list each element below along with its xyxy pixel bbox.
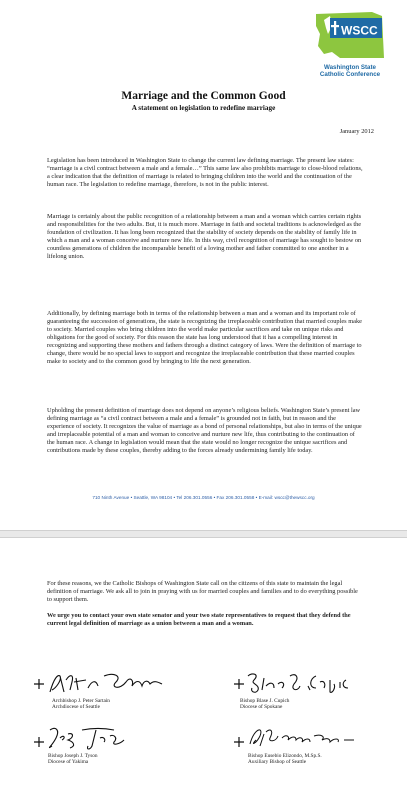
signatory-role: Archdiocese of Seattle: [52, 704, 100, 710]
wscc-logo: [300, 6, 400, 88]
handwritten-signature-sartain: [30, 670, 170, 696]
paragraph-call-to-citizens: For these reasons, we the Catholic Bishops of Washington State call on the citizens of this state to maintain the legal definition of marriage. We ask all to join in praying with us for married couples and families and to do everything possible to support them.: [47, 580, 358, 604]
paragraph-state-contribution: Additionally, by defining marriage both in terms of the relationship between a man and a woman and its important role of guaranteeing the succession of generations, the state is recognizing the irreplaceable contribution that married couples make to society. Married couples who bring children into the world make particular sacrifices and take on unique risks and obligations for the good of society. For this reason the state has long understood that it has a compelling interest in recognizing and supporting these mothers and fathers through a distinct category of laws. Were the definition of marriage to change, there would be no special laws to support and recognize the irreplaceable contribution that these married couples make to society and to the common good by bringing to life the next generation.: [47, 310, 362, 366]
signatory-name: Bishop Blase J. Cupich: [240, 698, 290, 704]
signatory-role: Diocese of Yakima: [48, 759, 89, 765]
signature-block-tyson: [30, 724, 160, 765]
org-name-line2: Catholic Conference: [319, 71, 381, 78]
signatory-role: Auxiliary Bishop of Seattle: [248, 759, 307, 765]
washington-state-map-logo-icon: [310, 6, 390, 64]
handwritten-signature-elizondo: [230, 724, 370, 752]
document-date: January 2012: [339, 128, 374, 135]
paragraph-marriage-recognition: Marriage is certainly about the public recognition of a relationship between a man and a woman which carries certain rights and responsibilities for the two adults. But, it is much more. Marriage in faith and societal traditions is acknowledged as the foundation of civilization. It has long been recognized that the stability of society depends on the stability of family life in which a man and a woman conceive and nurture new life. In this way, civil recognition of marriage has sought to bestow on countless generations of children the incomparable benefit of a loving mother and father committed to one another in a lifelong union.: [47, 213, 362, 261]
paragraph-religious-beliefs: Upholding the present definition of marriage does not depend on anyone’s religious beliefs. Washington State’s present law defining marriage as “a civil contract between a male and a female” is grounded not in faith, but in reason and the experience of society. It recognizes the value of marriage as a bond of personal relationships, but also in terms of the unique and irreplaceable potential of a man and woman to conceive and nurture new life, thus contributing to the continuation of the human race. A change in legislation would mean that the state would no longer recognize the unique sacrifices and contributions made by these couples, thereby adding to the forces already undermining family life today.: [47, 407, 362, 455]
signatory-name: Bishop Joseph J. Tyson: [48, 753, 98, 759]
handwritten-signature-tyson: [30, 724, 160, 752]
document-subtitle: A statement on legislation to redefine marriage: [131, 104, 276, 112]
document-title: Marriage and the Common Good: [121, 90, 286, 102]
footer-contact-line: 710 Ninth Avenue • Seattle, WA 98104 • Tel 206.301.0556 • Fax 206.301.0558 • E-mail: wscc@thewscc.org: [92, 495, 315, 500]
signature-block-sartain: [30, 670, 170, 710]
signatory-name: Bishop Eusebio Elizondo, M.Sp.S.: [248, 753, 322, 759]
paragraph-legislation: Legislation has been introduced in Washington State to change the current law defining marriage. The present law states: “marriage is a civil contract between a male and a female…” This same law also prohibits marriage to close-blood relations, a clear indication that the definition of marriage is related to bringing children into the world and the continuation of the human race. The legislation to redefine marriage, therefore, is not in the public interest.: [47, 157, 363, 189]
signature-block-cupich: [230, 670, 370, 710]
org-name: [300, 64, 400, 78]
handwritten-signature-cupich: [230, 670, 370, 696]
page-break: [0, 530, 407, 538]
signatory-name: Archbishop J. Peter Sartain: [52, 698, 110, 704]
signature-block-elizondo: [230, 724, 370, 765]
org-name-line1: Washington State: [323, 64, 377, 71]
signatory-role: Diocese of Spokane: [240, 704, 283, 710]
paragraph-call-to-action: We urge you to contact your own state senator and your two state representatives to request that they defend the current legal definition of marriage as a union between a man and a woman.: [47, 612, 351, 628]
logo-text: WSCC: [341, 23, 378, 38]
